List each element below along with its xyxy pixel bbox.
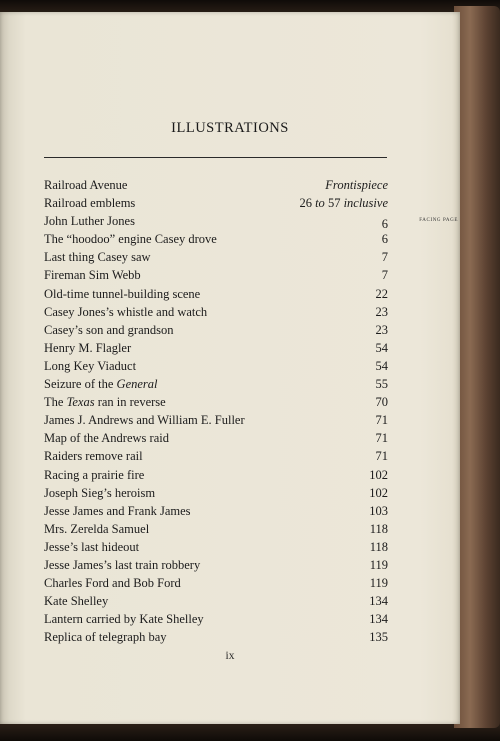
entry-page: 22 bbox=[375, 286, 388, 301]
entry-page: 71 bbox=[375, 431, 388, 446]
book-cover-edge bbox=[454, 6, 500, 728]
page-number: ix bbox=[225, 650, 235, 662]
entry-page: 23 bbox=[375, 322, 388, 337]
entry-page: 134 bbox=[369, 594, 388, 609]
entry-page: 102 bbox=[369, 467, 388, 482]
entry-label: Replica of telegraph bay bbox=[44, 630, 167, 645]
facing-page-label: FACING PAGE bbox=[419, 218, 458, 223]
page-title: ILLUSTRATIONS bbox=[171, 120, 289, 136]
illustrations-list bbox=[44, 176, 388, 646]
entry-label: Mrs. Zerelda Samuel bbox=[44, 521, 150, 536]
entry-page: 70 bbox=[375, 395, 388, 410]
entry-page: 134 bbox=[369, 612, 388, 627]
entry-label: Long Key Viaduct bbox=[44, 358, 137, 373]
entry-label: Fireman Sim Webb bbox=[44, 268, 141, 283]
list-item bbox=[44, 610, 388, 628]
title-rule bbox=[44, 157, 387, 158]
entry-label: Map of the Andrews raid bbox=[44, 431, 169, 446]
entry-label: Casey Jones’s whistle and watch bbox=[44, 304, 208, 319]
entry-page: 54 bbox=[375, 340, 388, 355]
entry-label: Charles Ford and Bob Ford bbox=[44, 576, 181, 591]
list-item bbox=[44, 212, 388, 230]
list-item bbox=[44, 285, 388, 303]
list-item bbox=[44, 266, 388, 284]
entry-label: Lantern carried by Kate Shelley bbox=[44, 612, 204, 627]
list-item bbox=[44, 484, 388, 502]
entry-label: Joseph Sieg’s heroism bbox=[44, 485, 156, 500]
entry-page: 118 bbox=[369, 521, 388, 536]
entry-label: Jesse James’s last train robbery bbox=[44, 557, 201, 572]
entry-page: 54 bbox=[375, 358, 388, 373]
entry-label: Casey’s son and grandson bbox=[44, 322, 174, 337]
list-item bbox=[44, 339, 388, 357]
entry-page: 55 bbox=[375, 377, 388, 392]
entry-page: 6 bbox=[381, 217, 388, 232]
list-item bbox=[44, 447, 388, 465]
entry-page: 7 bbox=[381, 250, 388, 265]
entry-page: 102 bbox=[369, 485, 388, 500]
book-page bbox=[0, 12, 460, 724]
entry-page: 7 bbox=[381, 268, 388, 283]
list-item bbox=[44, 176, 388, 194]
entry-label: Seizure of the General bbox=[44, 377, 158, 392]
list-item bbox=[44, 393, 388, 411]
entry-label: The “hoodoo” engine Casey drove bbox=[44, 232, 217, 247]
entry-label: Last thing Casey saw bbox=[44, 250, 151, 265]
entry-label: The Texas ran in reverse bbox=[44, 395, 166, 410]
list-item bbox=[44, 303, 388, 321]
list-item bbox=[44, 538, 388, 556]
entry-label: James J. Andrews and William E. Fuller bbox=[44, 413, 245, 428]
entry-page: 103 bbox=[369, 503, 388, 518]
list-item bbox=[44, 375, 388, 393]
entry-page: 71 bbox=[375, 413, 388, 428]
list-item bbox=[44, 321, 388, 339]
list-item bbox=[44, 520, 388, 538]
list-item bbox=[44, 556, 388, 574]
entry-label: Railroad emblems bbox=[44, 196, 136, 211]
entry-page: 23 bbox=[375, 304, 388, 319]
entry-page: 119 bbox=[369, 557, 388, 572]
entry-label: Railroad Avenue bbox=[44, 178, 128, 192]
entry-page: 119 bbox=[369, 576, 388, 591]
entry-page: 6 bbox=[381, 232, 388, 247]
entry-label: Racing a prairie fire bbox=[44, 467, 145, 482]
entry-label: Jesse’s last hideout bbox=[44, 539, 140, 554]
entry-label: Raiders remove rail bbox=[44, 449, 143, 464]
entry-page: 118 bbox=[369, 539, 388, 554]
entry-page: 135 bbox=[369, 630, 388, 645]
list-item bbox=[44, 411, 388, 429]
entry-label: Henry M. Flagler bbox=[44, 340, 132, 355]
list-item bbox=[44, 230, 388, 248]
entry-label: John Luther Jones bbox=[44, 214, 135, 229]
list-item bbox=[44, 592, 388, 610]
entry-page: 71 bbox=[375, 449, 388, 464]
entry-page: 26 to 57 inclusive bbox=[299, 196, 388, 211]
list-item bbox=[44, 248, 388, 266]
list-item bbox=[44, 194, 388, 212]
list-item bbox=[44, 628, 388, 646]
entry-label: Jesse James and Frank James bbox=[44, 503, 191, 518]
list-item bbox=[44, 357, 388, 375]
entry-label: Old-time tunnel-building scene bbox=[44, 286, 201, 301]
list-item bbox=[44, 574, 388, 592]
list-item bbox=[44, 502, 388, 520]
entry-label: Kate Shelley bbox=[44, 594, 109, 609]
entry-page: Frontispiece bbox=[325, 178, 388, 192]
list-item bbox=[44, 466, 388, 484]
list-item bbox=[44, 429, 388, 447]
